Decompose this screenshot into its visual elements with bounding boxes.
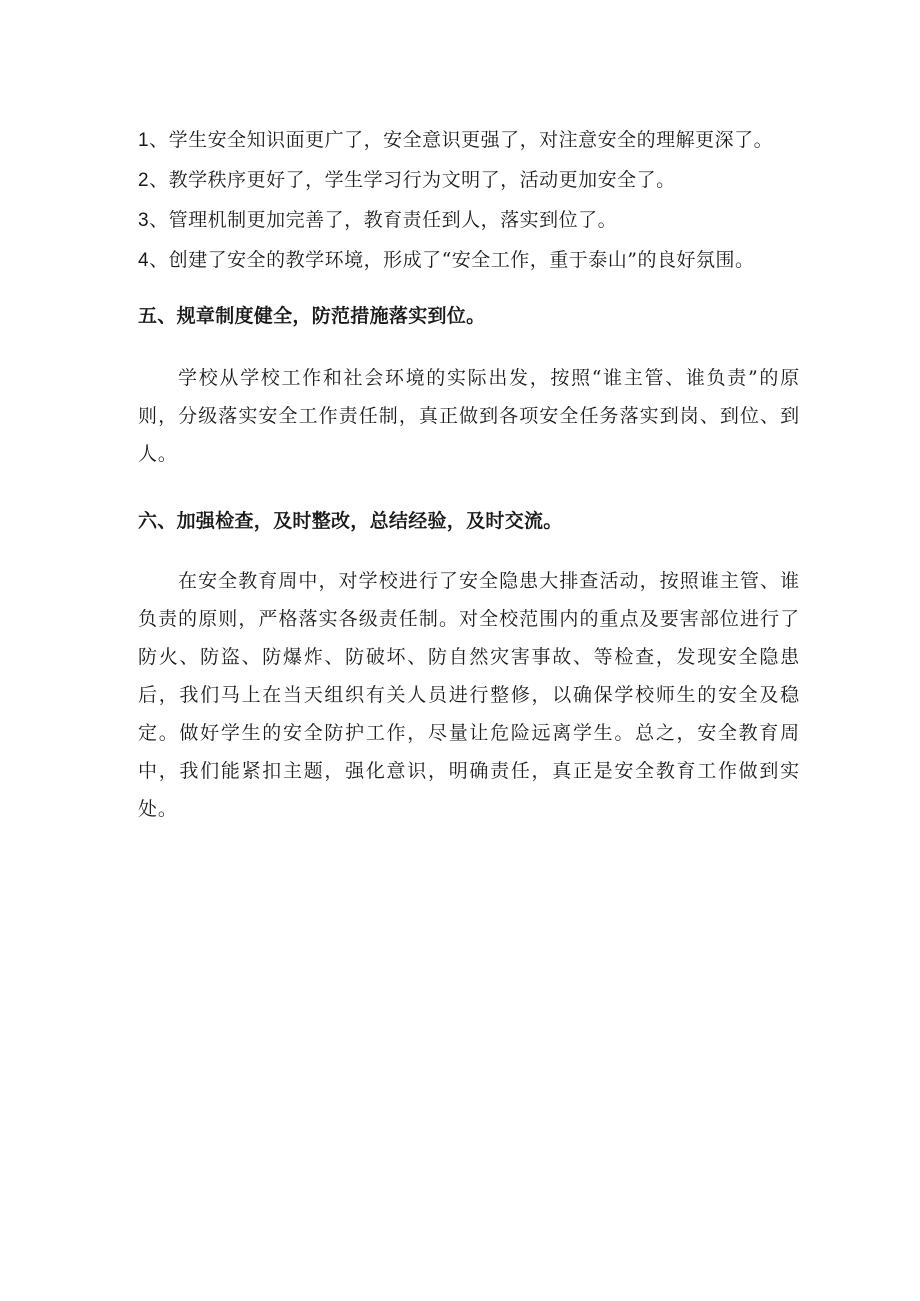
section-heading-6: 六、加强检查，及时整改，总结经验，及时交流。 bbox=[138, 510, 563, 532]
list-item bbox=[138, 160, 808, 200]
list-item bbox=[138, 120, 808, 160]
item-text: 、管理机制更加完善了，教育责任到人，落实到位了。 bbox=[149, 209, 618, 231]
item-number: 3 bbox=[138, 210, 150, 231]
item-number: 2 bbox=[138, 170, 150, 191]
item-number: 1 bbox=[138, 130, 150, 151]
item-text: 、学生安全知识面更广了，安全意识更强了，对注意安全的理解更深了。 bbox=[149, 129, 774, 151]
achievement-list bbox=[138, 120, 808, 280]
item-text: 、教学秩序更好了，学生学习行为文明了，活动更加安全了。 bbox=[149, 169, 676, 191]
item-number: 4 bbox=[138, 250, 150, 271]
section-body-6: 在安全教育周中，对学校进行了安全隐患大排查活动，按照谁主管、谁负责的原则，严格落实各级责任制。对全校范围内的重点及要害部位进行了防火、防盗、防爆炸、防破坏、防自然灾害事故、等检查，发现安全隐患后，我们马上在当天组织有关人员进行整修，以确保学校师生的安全及稳定。做好学生的安全防护工作，尽量让危险远离学生。总之，安全教育周中，我们能紧扣主题，强化意识，明确责任，真正是安全教育工作做到实处。 bbox=[138, 570, 800, 820]
section-heading-5: 五、规章制度健全，防范措施落实到位。 bbox=[138, 305, 486, 327]
item-text: 、创建了安全的教学环境，形成了“安全工作，重于泰山”的良好氛围。 bbox=[149, 249, 755, 271]
list-item bbox=[138, 200, 808, 240]
list-item bbox=[138, 240, 808, 280]
section-body-5: 学校从学校工作和社会环境的实际出发，按照“谁主管、谁负责”的原则，分级落实安全工作责任制，真正做到各项安全任务落实到岗、到位、到人。 bbox=[138, 367, 800, 465]
